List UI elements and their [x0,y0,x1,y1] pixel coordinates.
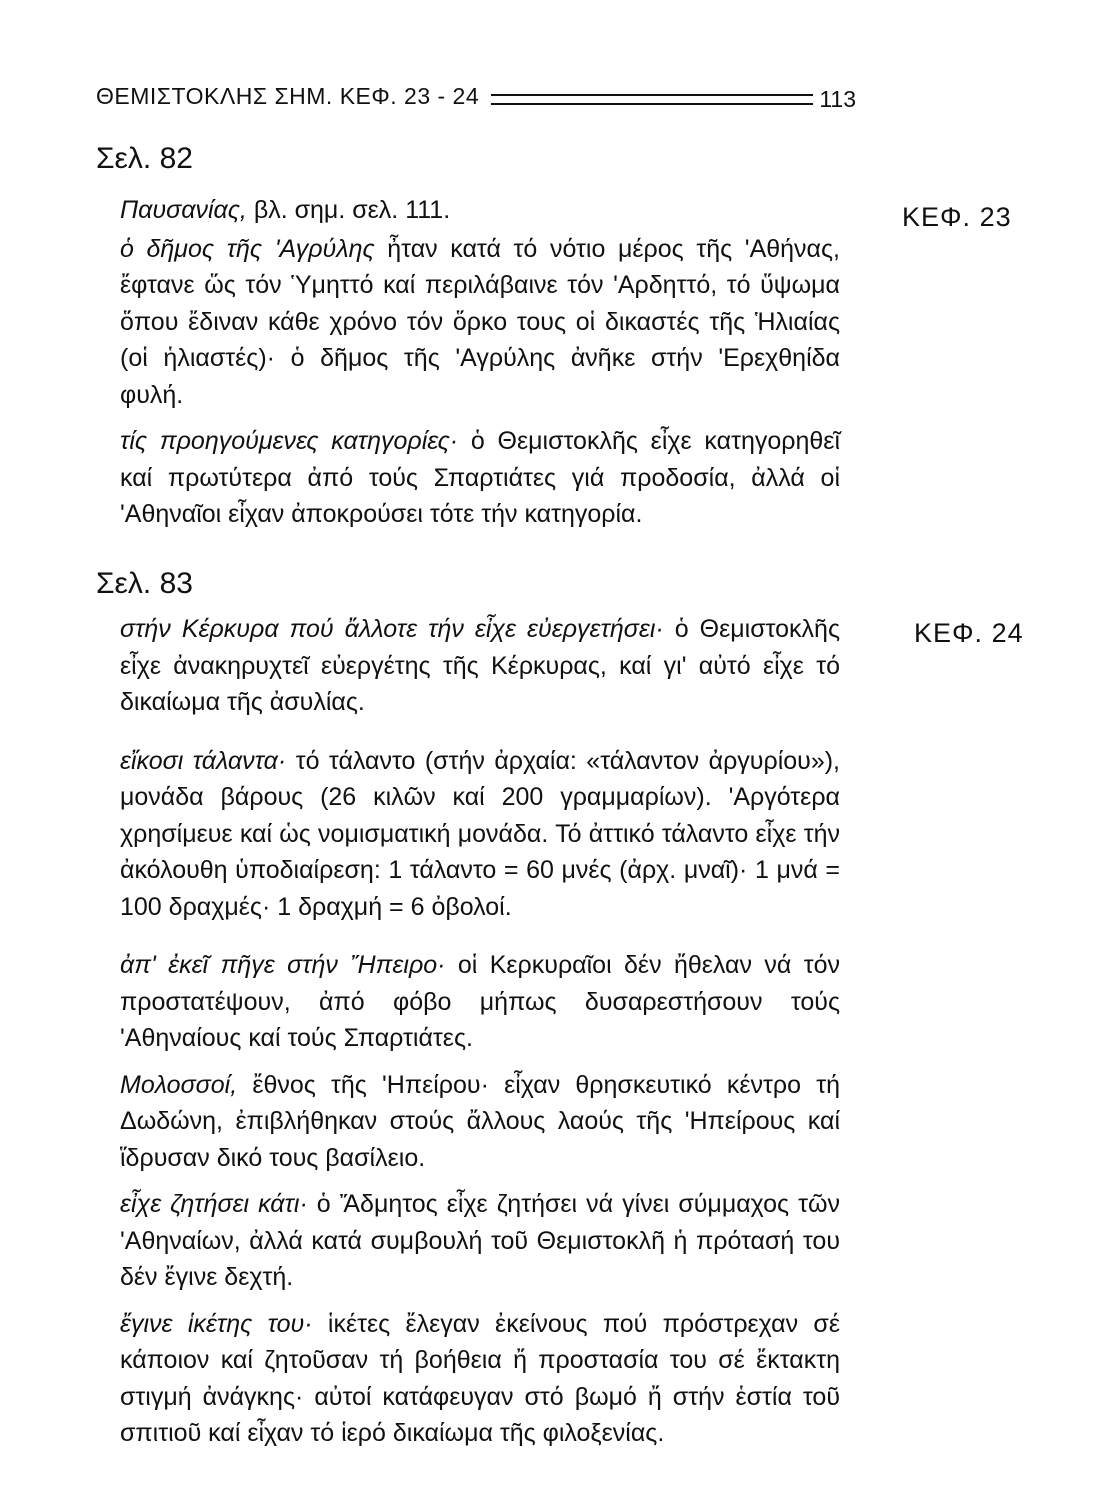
section-label-83: Σελ. 83 [96,567,193,600]
running-header [96,76,856,116]
note-term: ἔγινε ἱκέτης του· [120,1309,313,1338]
chapter-label-24: ΚΕΦ. 24 [914,618,1024,648]
note-text: ἦταν κατά τό νότιο μέρος τῆς 'Αθήνας, ἔφτανε ὥς τόν Ὑμηττό καί περιλάβαινε τόν 'Αρδηττό, τό ὕψωμα ὅπου ἔδιναν κάθε χρόνο τόν ὅρκο τους οἱ δικαστές τῆς Ἡλιαίας (οἱ ἡλιαστές)· ὁ δῆμος τῆς 'Αγρύλης ἀνῆκε στήν 'Ερεχθηίδα φυλή. [120,234,841,409]
chapter-label-23: ΚΕΦ. 23 [902,202,1012,232]
note-paragraph [120,1306,840,1452]
note-term: εἴκοσι τάλαντα· [120,746,287,775]
note-text: βλ. σημ. σελ. 111. [246,196,451,224]
note-term: Παυσανίας, [120,196,247,224]
note-text: ἔθνος τῆς 'Ηπείρου· εἶχαν θρησκευτικό κέντρο τή Δωδώνη, ἐπιβλήθηκαν στούς ἄλλους λαούς τῆς 'Ηπείρους καί ἵδρυσαν δικό τους βασίλειο. [120,1070,840,1172]
note-term: τίς προηγούμενες κατηγορίες· [120,427,459,455]
note-term: στήν Κέρκυρα πού ἄλλοτε τήν εἶχε εὐεργετήσει· [120,615,664,643]
note-text: ἱκέτες ἔλεγαν ἐκείνους πού πρόστρεχαν σέ κάποιον καί ζητοῦσαν τή βοήθεια ἤ προστασία του σέ ἔκτακτη στιγμή ἀνάγκης· αὐτοί κατάφευγαν στό βωμό ἤ στήν ἑστία τοῦ σπιτιοῦ καί εἶχαν τό ἱερό δικαίωμα τῆς φιλοξενίας. [120,1309,840,1447]
note-term: εἶχε ζητήσει κάτι· [120,1190,308,1218]
section-82-notes [120,192,840,533]
note-paragraph [120,231,840,414]
section-label-82: Σελ. 82 [96,142,193,175]
note-term: Μολοσσοί, [120,1070,238,1099]
note-text: τό τάλαντο (στήν ἀρχαία: «τάλαντον ἀργυρίου»), μονάδα βάρους (26 κιλῶν καί 200 γραμμαρίων). 'Αργότερα χρησίμευε καί ὡς νομισματική μονάδα. Τό ἀττικό τάλαντο εἶχε τήν ἀκόλουθη ὑποδιαίρεση: 1 τάλαντο = 60 μνές (ἀρχ. μναῖ)· 1 μνά = 100 δραχμές· 1 δραχμή = 6 ὀβολοί. [120,746,840,921]
note-paragraph [120,192,840,229]
note-paragraph [120,947,840,1057]
note-paragraph [120,423,840,533]
note-text: ὁ Ἄδμητος εἶχε ζητήσει νά γίνει σύμμαχος τῶν 'Αθηναίων, ἀλλά κατά συμβουλή τοῦ Θεμιστοκλῆ ἡ πρότασή του δέν ἔγινε δεχτή. [120,1190,840,1291]
page-number: 113 [819,85,856,112]
note-text: οἱ Κερκυραῖοι δέν ἤθελαν νά τόν προστατέψουν, ἀπό φόβο μήπως δυσαρεστήσουν τούς 'Αθηναίους καί τούς Σπαρτιάτες. [120,951,840,1052]
note-paragraph [120,743,840,926]
note-paragraph [120,1067,840,1177]
note-text: ὁ Θεμιστοκλῆς εἶχε κατηγορηθεῖ καί πρωτύτερα ἀπό τούς Σπαρτιάτες γιά προδοσία, ἀλλά οἱ 'Αθηναῖοι εἶχαν ἀποκρούσει τότε τήν κατηγορία. [120,427,840,528]
header-rule [491,94,813,105]
note-paragraph [120,611,840,721]
note-term: ἀπ' ἐκεῖ πῆγε στήν Ἤπειρο· [120,951,446,979]
note-paragraph [120,1186,840,1296]
section-83-notes [120,611,840,1452]
note-text: ὁ Θεμιστοκλῆς εἶχε ἀνακηρυχτεῖ εὐεργέτης τῆς Κέρκυρας, καί γι' αὐτό εἶχε τό δικαίωμα τῆς ἀσυλίας. [120,615,840,716]
note-term: ὁ δῆμος τῆς 'Αγρύλης [120,234,375,263]
header-title: ΘΕΜΙΣΤΟΚΛΗΣ ΣΗΜ. ΚΕΦ. 23 - 24 [96,82,480,109]
